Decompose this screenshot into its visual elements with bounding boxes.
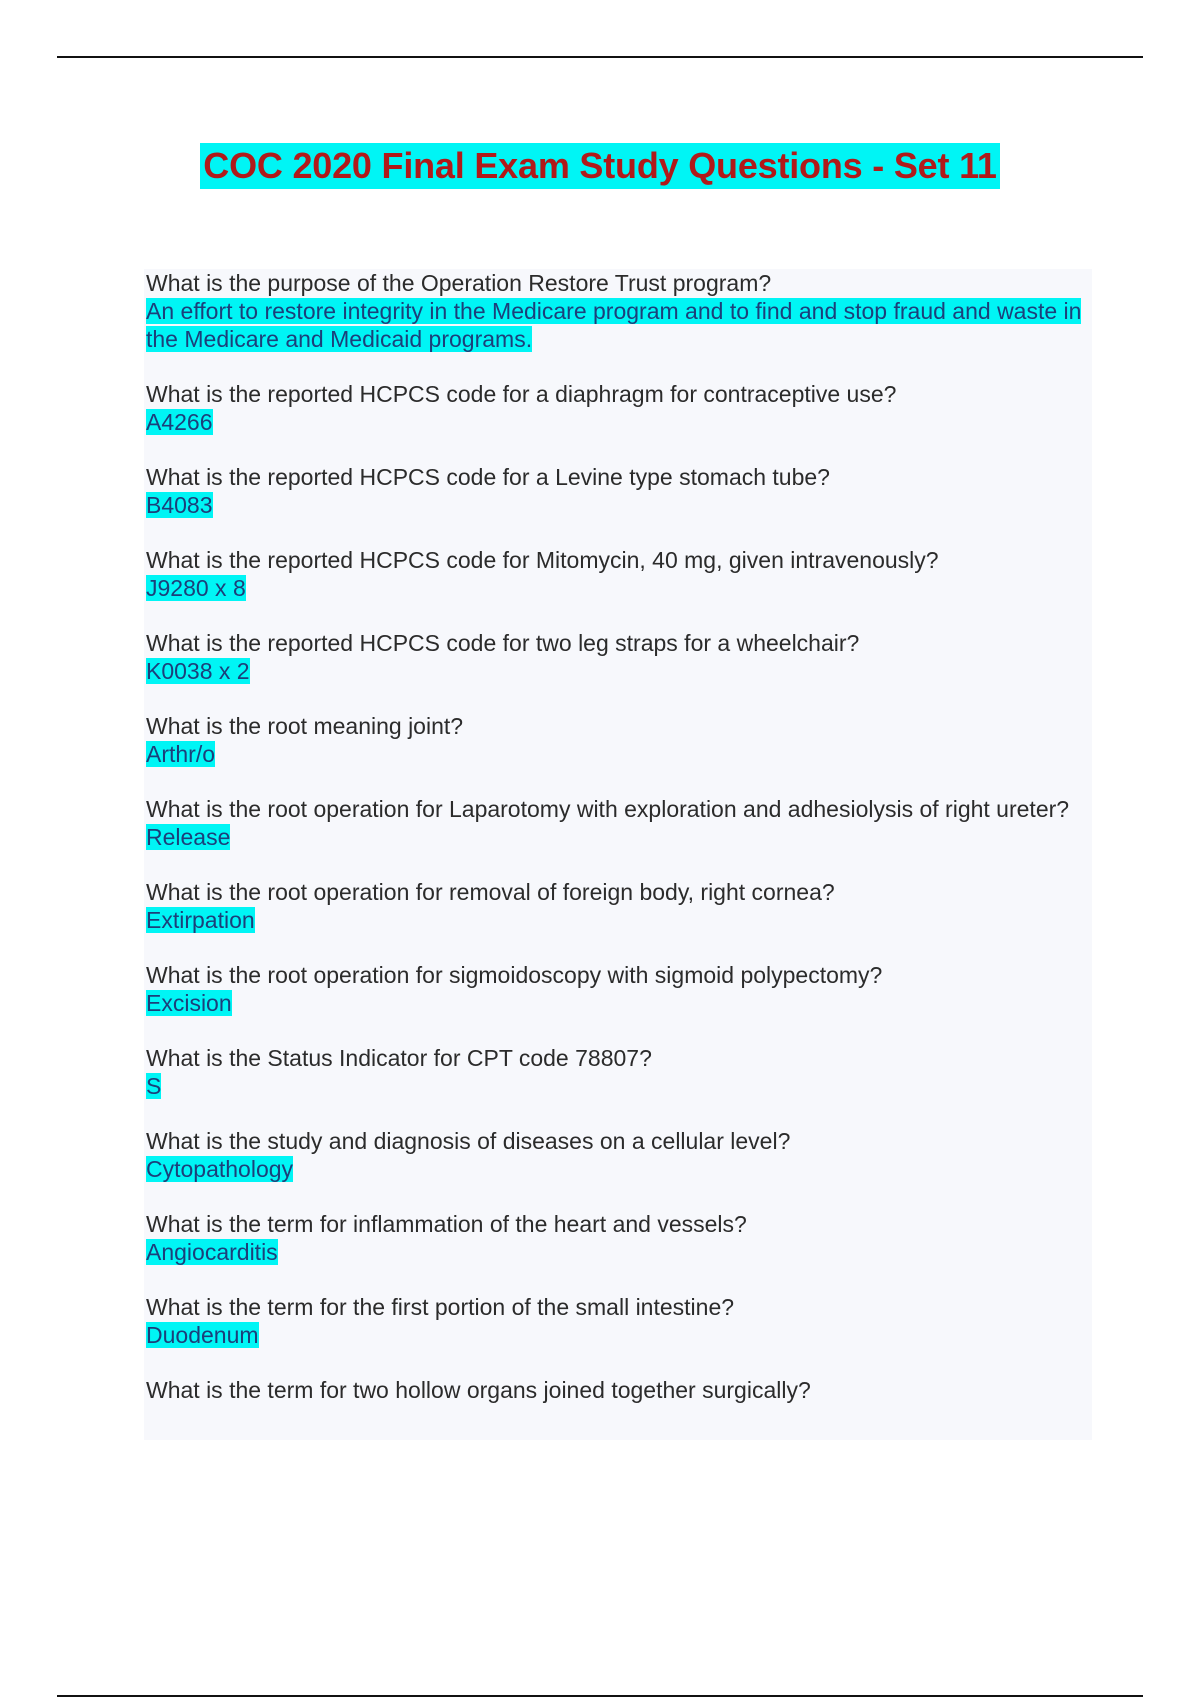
answer-text: Cytopathology <box>146 1156 294 1182</box>
answer-text: Extirpation <box>146 907 255 933</box>
answer-text: An effort to restore integrity in the Medicare program and to find and stop fraud and waste in the Medicare and Medicaid programs. <box>146 298 1082 352</box>
question-text: What is the reported HCPCS code for a diaphragm for contraceptive use? <box>146 381 897 407</box>
answer-text: A4266 <box>146 409 213 435</box>
qa-item <box>146 1127 1090 1183</box>
qa-item <box>146 878 1090 934</box>
answer-text: Release <box>146 824 231 850</box>
bottom-rule <box>57 1695 1143 1697</box>
qa-item <box>146 1376 1090 1404</box>
top-rule <box>57 56 1143 58</box>
qa-item <box>146 1210 1090 1266</box>
qa-item <box>146 629 1090 685</box>
answer-text: Duodenum <box>146 1322 259 1348</box>
qa-item <box>146 546 1090 602</box>
answer-text: J9280 x 8 <box>146 575 246 601</box>
question-text: What is the root operation for removal of foreign body, right cornea? <box>146 879 835 905</box>
answer-text: Angiocarditis <box>146 1239 278 1265</box>
page-title: COC 2020 Final Exam Study Questions - Set 11 <box>200 143 999 189</box>
question-text: What is the Status Indicator for CPT code 78807? <box>146 1045 652 1071</box>
qa-item <box>146 712 1090 768</box>
title-container <box>0 143 1200 189</box>
qa-item <box>146 1044 1090 1100</box>
question-text: What is the term for inflammation of the heart and vessels? <box>146 1211 747 1237</box>
qa-item <box>146 380 1090 436</box>
qa-item <box>146 961 1090 1017</box>
answer-text: B4083 <box>146 492 213 518</box>
answer-text: Excision <box>146 990 232 1016</box>
question-text: What is the reported HCPCS code for two leg straps for a wheelchair? <box>146 630 860 656</box>
qa-item <box>146 463 1090 519</box>
qa-list <box>144 269 1092 1440</box>
answer-text: Arthr/o <box>146 741 216 767</box>
question-text: What is the term for the first portion of the small intestine? <box>146 1294 735 1320</box>
answer-text: K0038 x 2 <box>146 658 250 684</box>
question-text: What is the purpose of the Operation Restore Trust program? <box>146 270 772 296</box>
question-text: What is the study and diagnosis of diseases on a cellular level? <box>146 1128 791 1154</box>
qa-item <box>146 795 1090 851</box>
question-text: What is the reported HCPCS code for a Levine type stomach tube? <box>146 464 830 490</box>
question-text: What is the root operation for Laparotomy with exploration and adhesiolysis of right ureter? <box>146 796 1070 822</box>
question-text: What is the term for two hollow organs joined together surgically? <box>146 1377 811 1403</box>
question-text: What is the root meaning joint? <box>146 713 464 739</box>
qa-item <box>146 1293 1090 1349</box>
answer-text: S <box>146 1073 162 1099</box>
question-text: What is the reported HCPCS code for Mitomycin, 40 mg, given intravenously? <box>146 547 939 573</box>
question-text: What is the root operation for sigmoidoscopy with sigmoid polypectomy? <box>146 962 883 988</box>
qa-item <box>146 269 1090 353</box>
